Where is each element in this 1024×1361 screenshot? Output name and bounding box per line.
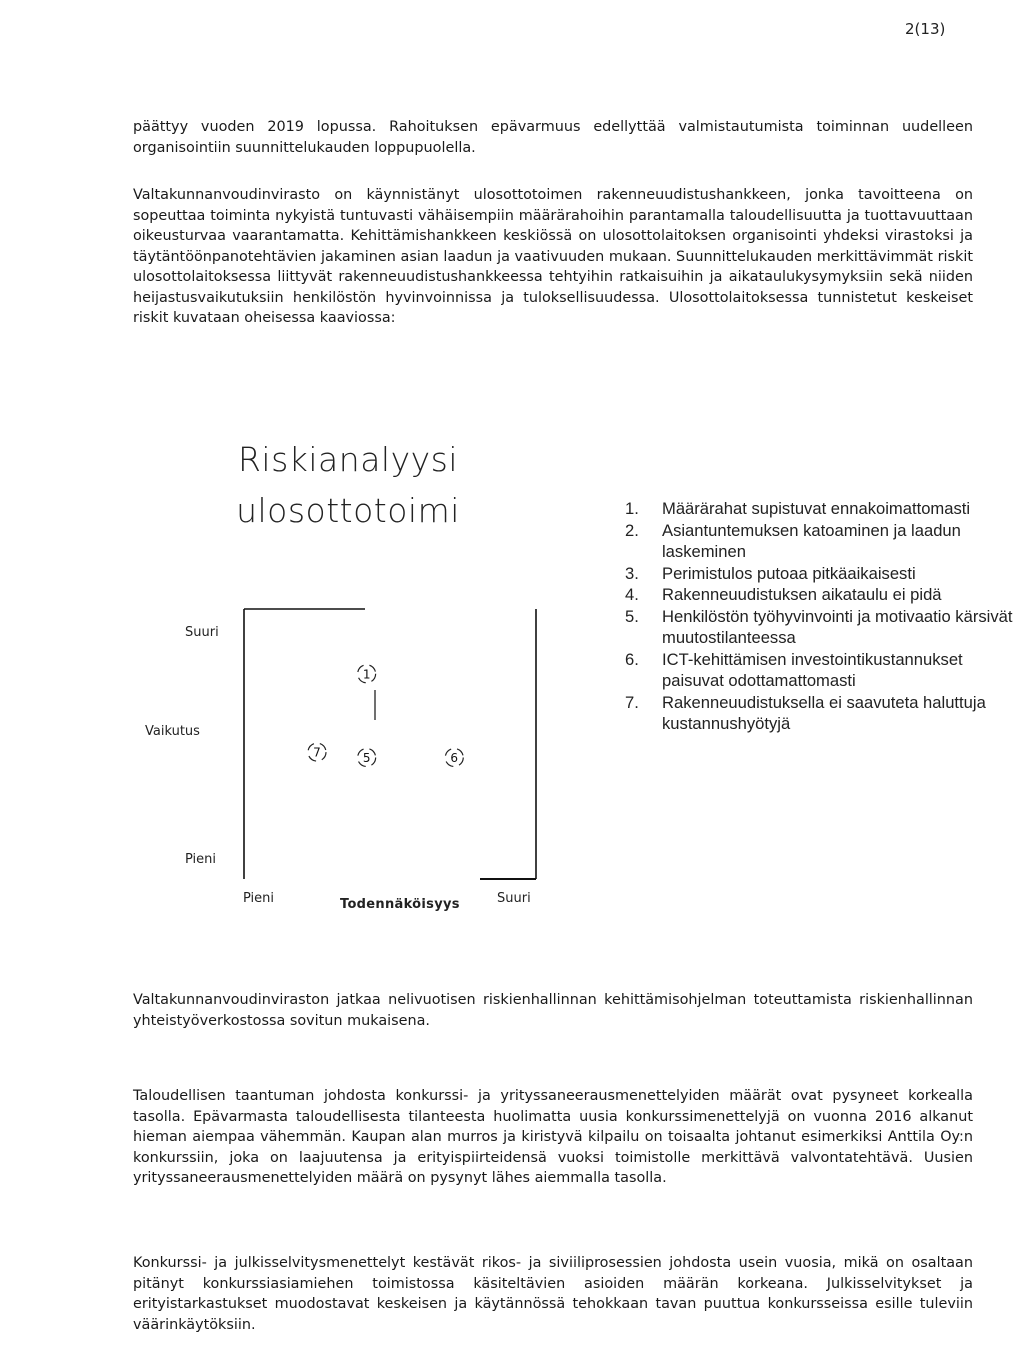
y-axis-title: Vaikutus [145,724,200,739]
risk-number: 1. [625,499,639,518]
y-axis-low-label: Pieni [185,852,217,867]
x-axis-title: Todennäköisyys [340,897,460,912]
y-axis-high-label: Suuri [185,625,219,640]
risk-number: 3. [625,563,639,583]
risk-matrix [230,595,550,890]
risk-marker-label: 6 [450,751,459,765]
risk-text: Rakenneuudistuksen aikataulu ei pidä [662,585,942,604]
risk-marker-label: 1 [362,667,371,682]
risk-text: ICT-kehittämisen investointikustannukset paisuvat odottamattomasti [662,649,963,690]
risk-number: 2. [625,520,639,540]
page-number: 2(13) [905,20,946,38]
risk-text: Asiantuntemuksen katoaminen ja laadun laskeminen [662,520,961,561]
risk-number: 4. [625,585,639,604]
figure-title-line-1: Riskianalyysi [237,440,459,479]
paragraph-bankruptcy-levels: Taloudellisen taantuman johdosta konkurssi- ja yrityssaneerausmenettelyiden määrät ovat pysyneet korkealla tasolla. Epävarmasta taloudellisesta tilanteesta huolimatta uusia konkurssimenettelyjä on vuonna 2016 alkanut hieman aiempaa vähemmän. Kaupan alan murros ja kiristyvä kilpailu on toisaalta johtanut esimerkiksi Anttila Oy:n konkurssiin, joka on laajuutensa ja erityispiirteidensä vuoksi toimistolle merkittävä valvontatehtävä. Uusien yrityssaneerausmenettelyiden määrä on pysynyt lähes aiemmalla tasolla. [133,1088,973,1186]
risk-marker-label: 5 [362,751,371,765]
risk-text: Rakenneuudistuksella ei saavuteta haluttuja kustannushyötyjä [662,692,986,733]
risk-text: Henkilöstön työhyvinvointi ja motivaatio kärsivät muutostilanteessa [662,606,1013,647]
risk-list [625,498,1024,735]
risk-list-item [625,563,1024,585]
risk-markers [308,665,463,767]
x-axis-low-label: Pieni [243,891,275,906]
paragraph-public-investigations: Konkurssi- ja julkisselvitysmenettelyt kestävät rikos- ja siviiliprosessien johdosta usein vuosia, mikä on osaltaan pitänyt konkurssiasiamiehen toimistossa käsiteltävien asioiden määrän korkeana. Julkisselvitykset ja erityistarkastukset muodostavat keskeisen ja käytännössä tehokkaan tavan puuttua konkursseissa esille tuleviin väärinkäytöksiin. [133,1255,973,1333]
paragraph-risk-program: Valtakunnanvoudinviraston jatkaa nelivuotisen riskienhallinnan kehittämisohjelman toteuttamista riskienhallinnan yhteistyöverkostossa sovitun mukaisena. [133,992,973,1029]
risk-matrix-frame [244,609,536,879]
risk-number: 5. [625,606,639,626]
risk-list-item [625,498,1024,520]
risk-list-item [625,649,1024,692]
risk-list-item [625,520,1024,563]
paragraph-intro-continuation: päättyy vuoden 2019 lopussa. Rahoituksen epävarmuus edellyttää valmistautumista toiminnan uudelleen organisointiin suunnittelukauden loppupuolella. [133,119,973,156]
risk-number: 6. [625,649,639,669]
risk-marker-label: 7 [313,745,321,760]
risk-list-item [625,606,1024,649]
risk-number: 7. [625,692,639,712]
risk-text: Määrärahat supistuvat ennakoimattomasti [662,499,971,518]
figure-title-line-2: ulosottotoimi [236,491,460,530]
risk-text: Perimistulos putoaa pitkäaikaisesti [662,563,916,583]
x-axis-high-label: Suuri [497,891,531,906]
risk-list-item [625,692,1024,735]
paragraph-restructuring-project: Valtakunnanvoudinvirasto on käynnistänyt ulosottotoimen rakenneuudistushankkeen, jonka tavoitteena on sopeuttaa toiminta nykyistä tuntuvasti vähäisempiin määrärahoihin parantamalla taloudellisuutta ja tuottavuuttaan oikeusturvaa vaarantamatta. Kehittämishankkeen keskiössä on ulosottolaitoksen organisointi yhdeksi virastoksi ja täytäntöönpanotehtävien jakaminen asian laadun ja vaativuuden mukaan. Suunnittelukauden merkittävimmät riskit ulosottolaitoksessa liittyvät rakenneuudistushankkeessa tehtyihin ratkaisuihin ja aikataulukysymyksiin sekä niiden heijastusvaikutuksiin henkilöstön hyvinvoinnissa ja tuloksellisuudessa. Ulosottolaitoksessa tunnistetut keskeiset riskit kuvataan oheisessa kaaviossa: [133,187,973,326]
risk-list-item [625,584,1024,606]
